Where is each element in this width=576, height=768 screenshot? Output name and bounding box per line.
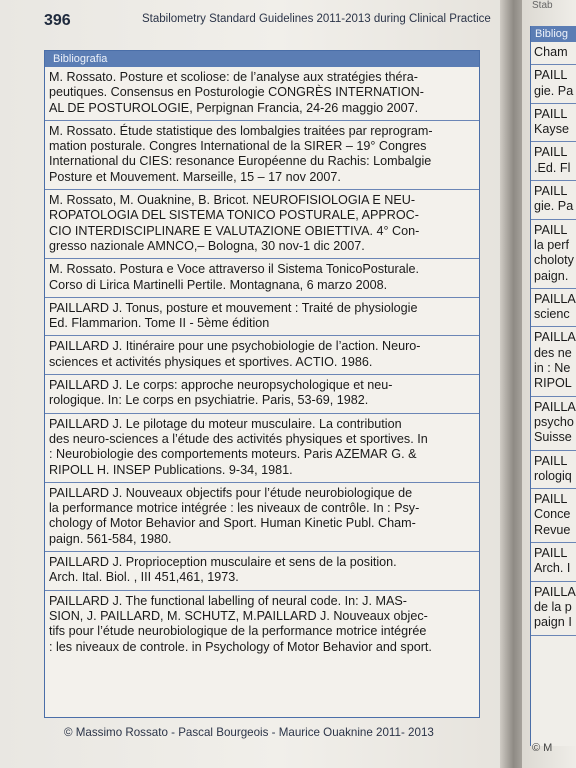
entry-line: PAILL (534, 492, 568, 507)
right-bibliography-header: Bibliog (531, 26, 576, 42)
bibliography-entry (45, 414, 479, 483)
entry-line: Kayse (534, 122, 570, 137)
entry-line: SION, J. PAILLARD, M. SCHUTZ, M.PAILLARD J. Nouveaux objec- (49, 608, 428, 623)
entry-line: PAILL (534, 546, 568, 561)
entry-line: PAILLA (534, 399, 576, 414)
bibliography-header: Bibliografia (45, 51, 479, 67)
entry-line: Arch. Ital. Biol. , III 451,461, 1973. (49, 570, 239, 585)
page-footer: © Massimo Rossato - Pascal Bourgeois - Maurice Ouaknine 2011- 2013 (64, 726, 434, 739)
entry-line: RIPOL (534, 376, 572, 391)
right-page-footer: © M (532, 742, 553, 754)
entry-line: PAILLARD J. Tonus, posture et mouvement : Traité de physiologie (49, 300, 418, 315)
entry-line: Corso di Lirica Martinelli Pertile. Montagnana, 6 marzo 2008. (49, 277, 388, 292)
entry-line: paign. (534, 268, 569, 283)
entry-line: PAILL (534, 145, 568, 160)
entry-line: PAILLA (534, 291, 576, 306)
entry-line: PAILL (534, 68, 568, 83)
entry-line: PAILLARD J. Le pilotage du moteur musculaire. La contribution (49, 416, 402, 431)
entry-line: peutiques. Consensus en Posturologie CONGRÈS INTERNATION- (49, 85, 424, 100)
bibliography-entry (531, 489, 576, 543)
entry-line: de la p (534, 599, 572, 614)
bibliography-entry (531, 397, 576, 451)
bibliography-entry (531, 65, 576, 104)
bibliography-box (44, 50, 480, 718)
running-head: Stabilometry Standard Guidelines 2011-2013 during Clinical Practice (142, 13, 491, 25)
entry-line: la performance motrice intégrée : les niveaux de contrôle. In : Psy- (49, 501, 420, 516)
entry-line: Revue (534, 522, 571, 537)
entry-line: PAILLARD J. Le corps: approche neuropsychologique et neu- (49, 378, 393, 393)
entry-line: PAILL (534, 184, 568, 199)
bibliography-entry (531, 181, 576, 220)
entry-line: PAILLA (534, 584, 576, 599)
bibliography-entry (531, 42, 576, 65)
entry-line: PAILLARD J. Nouveaux objectifs pour l’étude neurobiologique de (49, 485, 413, 500)
bibliography-entry (531, 451, 576, 490)
bibliography-entry (45, 552, 479, 591)
page-number: 396 (44, 12, 71, 29)
entry-line: : les niveaux de controle. in Psychology of Motor Behavior and sport. (49, 639, 432, 654)
entry-line: Conce (534, 507, 571, 522)
entry-line: M. Rossato, M. Ouaknine, B. Bricot. NEUROFISIOLOGIA E NEU- (49, 193, 416, 208)
entry-line: Cham (534, 45, 568, 59)
bibliography-entry (531, 289, 576, 328)
entry-line: chology of Motor Behavior and Sport. Human Kinetic Publ. Cham- (49, 516, 416, 531)
entry-line: M. Rossato. Étude statistique des lombalgies traitées par reprogram- (49, 123, 433, 138)
entry-line: rologiq (534, 468, 572, 483)
entry-line: Suisse (534, 430, 572, 445)
entry-line: gie. Pa (534, 199, 574, 214)
bibliography-entry (45, 190, 479, 259)
entry-line: .Ed. Fl (534, 160, 571, 175)
bibliography-list (45, 67, 479, 659)
entry-line: M. Rossato. Posture et scoliose: de l’analyse aux stratégies théra- (49, 70, 418, 84)
entry-line: ROPATOLOGIA DEL SISTEMA TONICO POSTURALE, APPROC- (49, 208, 419, 223)
entry-line: des neuro-sciences a l’étude des activités physiques et sportives. In (49, 431, 428, 446)
entry-line: rologique. In: Le corps en psychiatrie. Paris, 53-69, 1982. (49, 393, 369, 408)
entry-line: gresso nazionale AMNCO,– Bologna, 30 nov-1 dic 2007. (49, 238, 365, 253)
entry-line: PAILLARD J. Proprioception musculaire et sens de la position. (49, 555, 397, 570)
entry-line: AL DE POSTUROLOGIE, Perpignan Francia, 24-26 maggio 2007. (49, 100, 419, 115)
bibliography-entry (45, 298, 479, 337)
entry-line: tifs pour l’étude neurobiologique de la performance motrice intégrée (49, 624, 427, 639)
entry-line: Arch. I (534, 561, 571, 576)
entry-line: RIPOLL H. INSEP Publications. 9-34, 1981. (49, 462, 293, 477)
entry-line: PAILLARD J. Itinéraire pour une psychobiologie de l’action. Neuro- (49, 339, 421, 354)
entry-line: CIO INTERDISCIPLINARE E VALUTAZIONE OBIETTIVA. 4° Con- (49, 223, 420, 238)
bibliography-entry (45, 67, 479, 121)
right-page (522, 0, 576, 768)
bibliography-entry (531, 220, 576, 289)
entry-line: International du CIES: resonance Européenne du Rachis: Lombalgie (49, 154, 432, 169)
right-running-head: Stab (532, 0, 553, 11)
bibliography-entry (531, 543, 576, 582)
bibliography-entry (45, 336, 479, 375)
entry-line: PAILL (534, 222, 568, 237)
entry-line: sciences et activités physiques et sportives. ACTIO. 1986. (49, 354, 373, 369)
bibliography-entry (531, 142, 576, 181)
entry-line: paign. 561-584, 1980. (49, 531, 172, 546)
entry-line: gie. Pa (534, 83, 574, 98)
bibliography-entry (45, 121, 479, 190)
right-bibliography-box (530, 26, 576, 746)
entry-line: PAILLA (534, 330, 576, 345)
entry-line: choloty (534, 253, 574, 268)
bibliography-entry (531, 327, 576, 396)
entry-line: scienc (534, 307, 570, 322)
entry-line: des ne (534, 345, 572, 360)
right-bibliography-list (531, 42, 576, 636)
entry-line: PAILLARD J. The functional labelling of neural code. In: J. MAS- (49, 593, 407, 608)
bibliography-entry (531, 582, 576, 636)
entry-line: PAILL (534, 106, 568, 121)
entry-line: psycho (534, 414, 574, 429)
entry-line: PAILL (534, 453, 568, 468)
entry-line: la perf (534, 237, 570, 252)
entry-line: Ed. Flammarion. Tome II - 5ème édition (49, 316, 270, 331)
bibliography-entry (45, 591, 479, 659)
entry-line: M. Rossato. Postura e Voce attraverso il Sistema TonicoPosturale. (49, 262, 420, 277)
entry-line: mation posturale. Congres International de la SIRER – 19° Congres (49, 139, 427, 154)
bibliography-entry (45, 375, 479, 414)
entry-line: : Neurobiologie des comportements moteurs. Paris AZEMAR G. & (49, 447, 417, 462)
entry-line: Posture et Mouvement. Marseille, 15 – 17 nov 2007. (49, 169, 341, 184)
bibliography-entry (45, 483, 479, 552)
entry-line: paign I (534, 615, 572, 630)
bibliography-entry (531, 104, 576, 143)
entry-line: in : Ne (534, 361, 571, 376)
bibliography-entry (45, 259, 479, 298)
